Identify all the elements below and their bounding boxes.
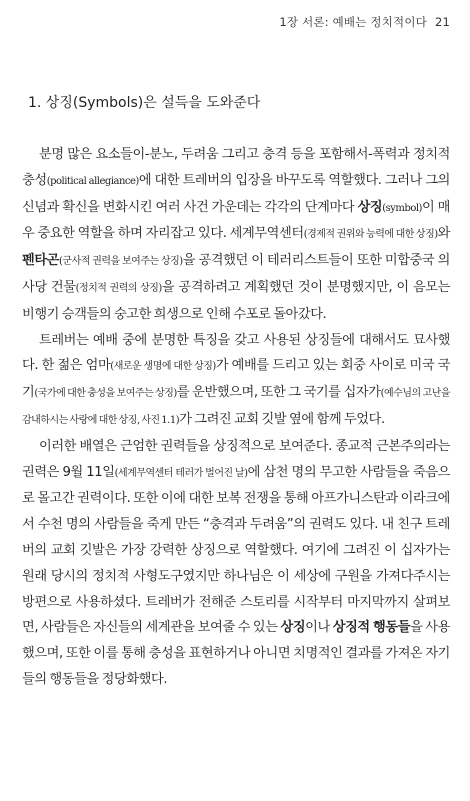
text-run: 을 공격하려고 계획했던 것이 분명했지만, 이 음모는 비행기 승객들의 숭고한 희생으로 인해 수포로 돌아갔다. <box>22 279 450 322</box>
running-header <box>279 14 450 30</box>
parenthetical-note: (새로운 생명에 대한 상징) <box>110 361 216 373</box>
bold-term: 상징 <box>357 199 383 215</box>
text-run: 와 <box>437 226 450 242</box>
text-run: 트레버는 예배 중에 분명한 특징을 갖고 사용된 상징들에 대해서도 묘사했다. 한 젊은 엄마 <box>22 332 450 374</box>
parenthetical-note: (경제적 권위와 능력에 대한 상징) <box>303 229 438 241</box>
section-heading: 1. 상징(Symbols)은 설득을 도와준다 <box>28 95 261 111</box>
parenthetical-note: (군사적 권력을 보여주는 상징) <box>59 256 183 268</box>
text-run: 가 그려진 교회 깃발 옆에 함께 두었다. <box>179 411 385 427</box>
parenthetical-note: (political allegiance) <box>46 175 139 187</box>
paragraph-2 <box>22 328 450 434</box>
parenthetical-note: (예수님의 고난을 감내하시는 사랑에 대한 상징, 사진 1.1) <box>22 388 450 426</box>
body-text <box>22 142 450 693</box>
parenthetical-note: (국가에 대한 충성을 보여주는 상징) <box>34 388 177 400</box>
text-run: 에 삼천 명의 무고한 사람들을 죽음으로 몰고간 권력이다. 또한 이에 대한 보복 전쟁을 통해 아프가니스탄과 이라크에서 수천 명의 사람들을 죽게 만든 “충격과 두려움”의 권력도 있다. 내 친구 트레버의 교회 깃발은 가장 강력한 상징으로 역할했다. 여기에 그려진 이 십자가는 원래 당시의 정치적 사형도구였지만 하나님은 이 세상에 구원을 가져다주시는 방편으로 사용하셨다. 트레버가 전해준 스토리를 시작부터 마지막까지 살펴보면, 사람들은 자신들의 세계관을 보여줄 수 있는 <box>22 464 450 636</box>
text-run: 이나 <box>305 620 333 636</box>
text-run: 가 예배를 드리고 있는 회중 사이로 미국 국기 <box>22 358 450 401</box>
text-run: 를 운반했으며, 또한 그 국기를 십자가 <box>176 385 381 401</box>
parenthetical-note: (symbol) <box>382 202 422 214</box>
bold-term: 펜타곤 <box>22 253 60 269</box>
paragraph-1 <box>22 142 450 328</box>
text-run: 이러한 배열은 근엄한 권력들을 상징적으로 보여준다. 종교적 근본주의라는 권력은 9월 11일 <box>22 438 450 480</box>
text-run: 에 대한 트레버의 입장을 바꾸도록 역할했다. 그러나 그의 신념과 확신을 변화시킨 여러 사건 가운데는 각각의 단계마다 <box>22 172 450 215</box>
parenthetical-note: (세계무역센터 테러가 벌어진 날) <box>114 467 248 479</box>
text-run: 을 공격했던 이 테러리스트들이 또한 미합중국 의사당 건물 <box>22 253 450 295</box>
bold-term: 상징적 행동들 <box>332 620 411 636</box>
page-number: 21 <box>434 15 450 29</box>
parenthetical-note: (정치적 권력의 상징) <box>75 282 162 294</box>
text-run: 분명 많은 요소들이-분노, 두려움 그리고 충격 등을 포함해서-폭력과 정치적 충성 <box>22 147 450 188</box>
paragraph-3 <box>22 434 450 693</box>
text-run: 이 매우 중요한 역할을 하며 자리잡고 있다. 세계무역센터 <box>22 199 450 242</box>
bold-term: 상징 <box>280 620 306 636</box>
running-title: 1장 서론: 예배는 정치적이다 <box>279 15 427 29</box>
text-run: 을 사용했으며, 또한 이를 통해 충성을 표현하거나 아니면 치명적인 결과를 가져온 자기들의 행동들을 정당화했다. <box>22 620 450 687</box>
